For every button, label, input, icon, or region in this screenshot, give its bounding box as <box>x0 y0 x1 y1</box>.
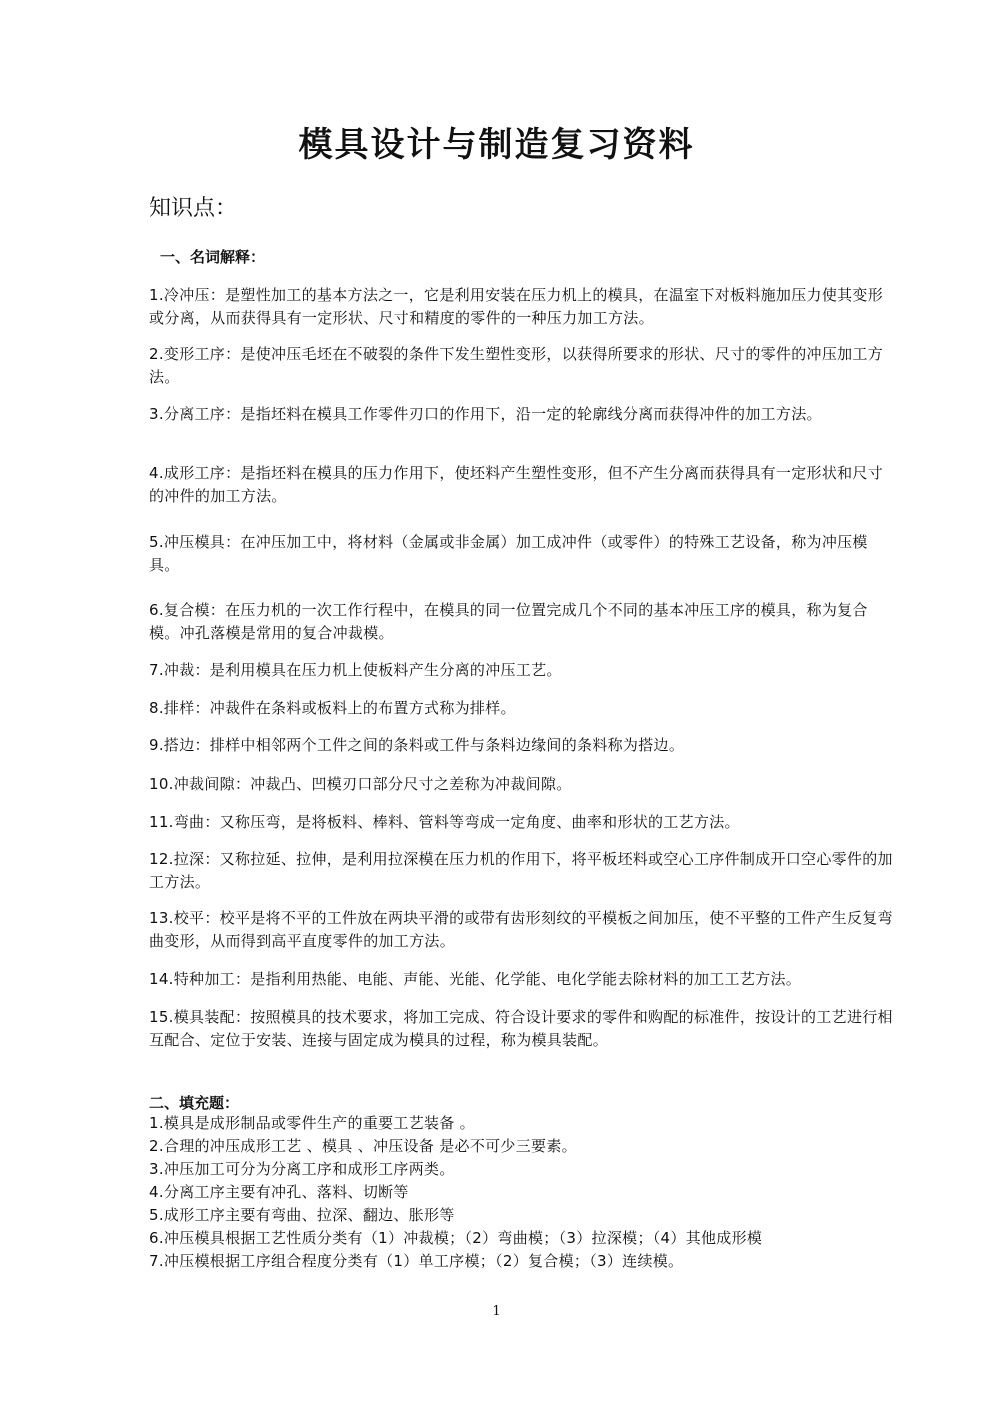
term-item: 15.模具装配：按照模具的技术要求，将加工完成、符合设计要求的零件和购配的标准件，按设计的工艺进行相互配合、定位于安装、连接与固定成为模具的过程，称为模具装配。 <box>149 1008 893 1049</box>
term-item: 3.分离工序：是指坯料在模具工作零件刃口的作用下，沿一定的轮廓线分离而获得冲件的加工方法。 <box>149 405 822 423</box>
term-item: 10.冲裁间隙：冲裁凸、凹模刃口部分尺寸之差称为冲裁间隙。 <box>149 775 572 793</box>
term-item: 11.弯曲：又称压弯，是将板料、棒料、管料等弯成一定角度、曲率和形状的工艺方法。 <box>149 813 740 831</box>
document-title: 模具设计与制造复习资料 <box>298 125 695 165</box>
fill-item: 1.模具是成形制品或零件生产的重要工艺装备 。 <box>149 1114 475 1132</box>
term-item: 4.成形工序：是指坯料在模具的压力作用下，使坯料产生塑性变形，但不产生分离而获得具有一定形状和尺寸的冲件的加工方法。 <box>149 464 884 505</box>
fill-item: 4.分离工序主要有冲孔、落料、切断等 <box>149 1183 409 1201</box>
term-item: 5.冲压模具：在冲压加工中，将材料（金属或非金属）加工成冲件（或零件）的特殊工艺设备，称为冲压模具。 <box>149 533 868 574</box>
term-item: 8.排样：冲裁件在条料或板料上的布置方式称为排样。 <box>149 699 516 717</box>
section-terms-heading: 一、名词解释： <box>160 248 266 266</box>
term-item: 2.变形工序：是使冲压毛坯在不破裂的条件下发生塑性变形，以获得所要求的形状、尺寸的零件的冲压加工方法。 <box>149 345 884 386</box>
fill-item: 2.合理的冲压成形工艺 、模具 、冲压设备 是必不可少三要素。 <box>149 1137 577 1155</box>
page-number: 1 <box>492 1304 501 1319</box>
fill-item: 7.冲压模根据工序组合程度分类有（1）单工序模；（2）复合模；（3）连续模。 <box>149 1252 684 1270</box>
term-item: 9.搭边：排样中相邻两个工件之间的条料或工件与条料边缘间的条料称为搭边。 <box>149 736 685 754</box>
fill-item: 6.冲压模具根据工艺性质分类有（1）冲裁模；（2）弯曲模；（3）拉深模；（4）其他成形模 <box>149 1229 763 1247</box>
fill-item: 3.冲压加工可分为分离工序和成形工序两类。 <box>149 1160 455 1178</box>
term-item: 14.特种加工：是指利用热能、电能、声能、光能、化学能、电化学能去除材料的加工工艺方法。 <box>149 970 802 988</box>
term-item: 1.冷冲压：是塑性加工的基本方法之一，它是利用安装在压力机上的模具，在温室下对板料施加压力使其变形或分离，从而获得具有一定形状、尺寸和精度的零件的一种压力加工方法。 <box>149 286 884 327</box>
knowledge-points-heading: 知识点： <box>149 196 238 221</box>
term-item: 12.拉深：又称拉延、拉伸，是利用拉深模在压力机的作用下，将平板坯料或空心工序件制成开口空心零件的加工方法。 <box>149 850 893 891</box>
term-item: 7.冲裁：是利用模具在压力机上使板料产生分离的冲压工艺。 <box>149 661 562 679</box>
section-fill-heading: 二、填充题： <box>149 1094 240 1112</box>
term-item: 13.校平：校平是将不平的工件放在两块平滑的或带有齿形刻纹的平模板之间加压，使不平整的工件产生反复弯曲变形，从而得到高平直度零件的加工方法。 <box>149 909 893 950</box>
fill-item: 5.成形工序主要有弯曲、拉深、翻边、胀形等 <box>149 1206 455 1224</box>
term-item: 6.复合模：在压力机的一次工作行程中，在模具的同一位置完成几个不同的基本冲压工序的模具，称为复合模。冲孔落模是常用的复合冲裁模。 <box>149 601 868 642</box>
